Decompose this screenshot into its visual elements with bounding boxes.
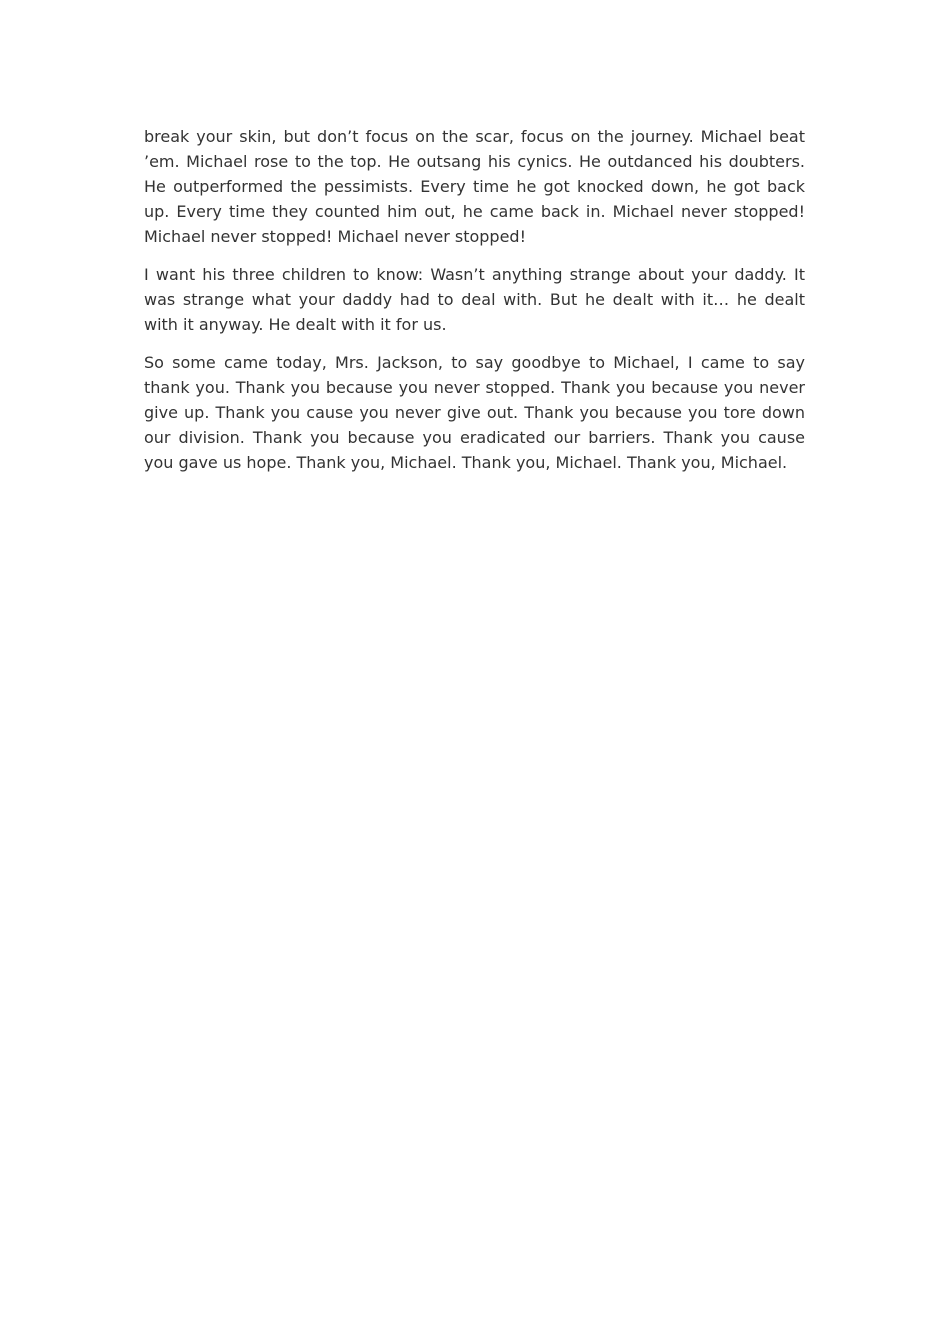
paragraph-3: So some came today, Mrs. Jackson, to say goodbye to Michael, I came to say thank you. Thank you because you never stopped. Thank you because you never give up. Thank you cause you never give out. Thank you because you tore down our division. Thank you because you eradicated our barriers. Thank you cause you gave us hope. Thank you, Michael. Thank you, Michael. Thank you, Michael. xyxy=(144,353,805,472)
paragraph-2: I want his three children to know: Wasn’t anything strange about your daddy. It was strange what your daddy had to deal with. But he dealt with it… he dealt with it anyway. He dealt with it for us. xyxy=(144,265,805,334)
body-text xyxy=(144,124,805,488)
paragraph-1: break your skin, but don’t focus on the scar, focus on the journey. Michael beat ’em. Michael rose to the top. He outsang his cynics. He outdanced his doubters. He outperformed the pessimists. Every time he got knocked down, he got back up. Every time they counted him out, he came back in. Michael never stopped! Michael never stopped! Michael never stopped! xyxy=(144,127,805,246)
